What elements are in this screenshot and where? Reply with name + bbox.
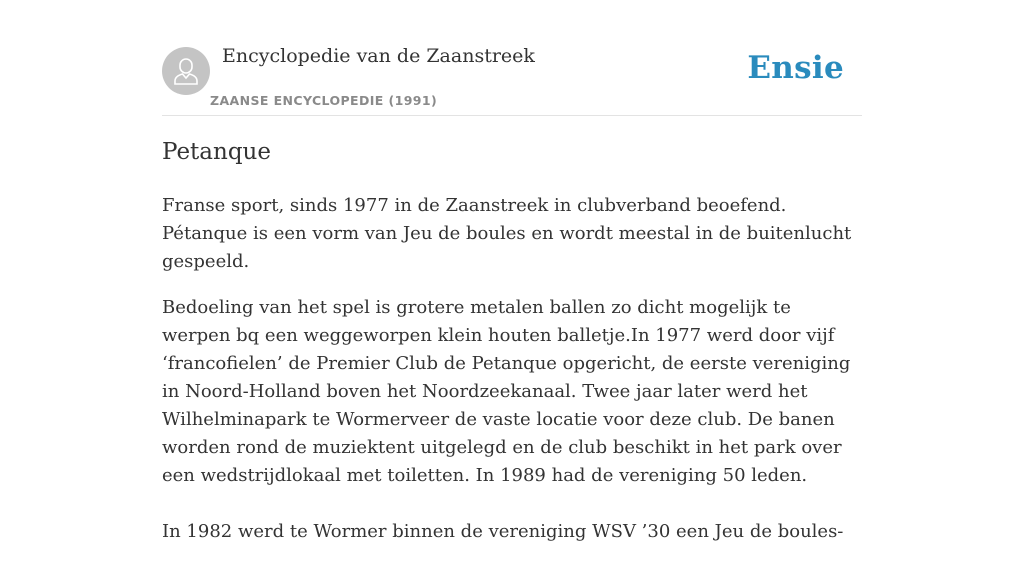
page [162, 0, 862, 542]
source-header [162, 0, 862, 116]
article-body [162, 192, 862, 564]
article-title: Petanque [162, 139, 271, 165]
article-paragraph: Franse sport, sinds 1977 in de Zaanstreek in clubverband beoefend. Pétanque is een vorm van Jeu de boules en wordt meestal in de buitenlucht gespeeld. [162, 195, 852, 272]
article-paragraph: In 1982 werd te Wormer binnen de vereniging WSV ’30 een Jeu de boules- [162, 521, 844, 542]
user-icon [172, 56, 200, 86]
avatar[interactable] [162, 47, 210, 95]
article-paragraph: Bedoeling van het spel is grotere metalen ballen zo dicht mogelijk te werpen bq een weggeworpen klein houten balletje.In 1977 werd door vijf ‘francofielen’ de Premier Club de Petanque opgericht, de eerste vereniging in Noord-Holland boven het Noordzeekanaal. Twee jaar later werd het Wilhelminapark te Wormerveer de vaste locatie voor deze club. De banen worden rond de muziektent uitgelegd en de club beschikt in het park over een wedstrijdlokaal met toiletten. In 1989 had de vereniging 50 leden. [162, 297, 851, 486]
source-subtitle: ZAANSE ENCYCLOPEDIE (1991) [210, 93, 438, 108]
source-title[interactable]: Encyclopedie van de Zaanstreek [222, 45, 535, 67]
ensie-logo[interactable]: Ensie [747, 50, 844, 86]
